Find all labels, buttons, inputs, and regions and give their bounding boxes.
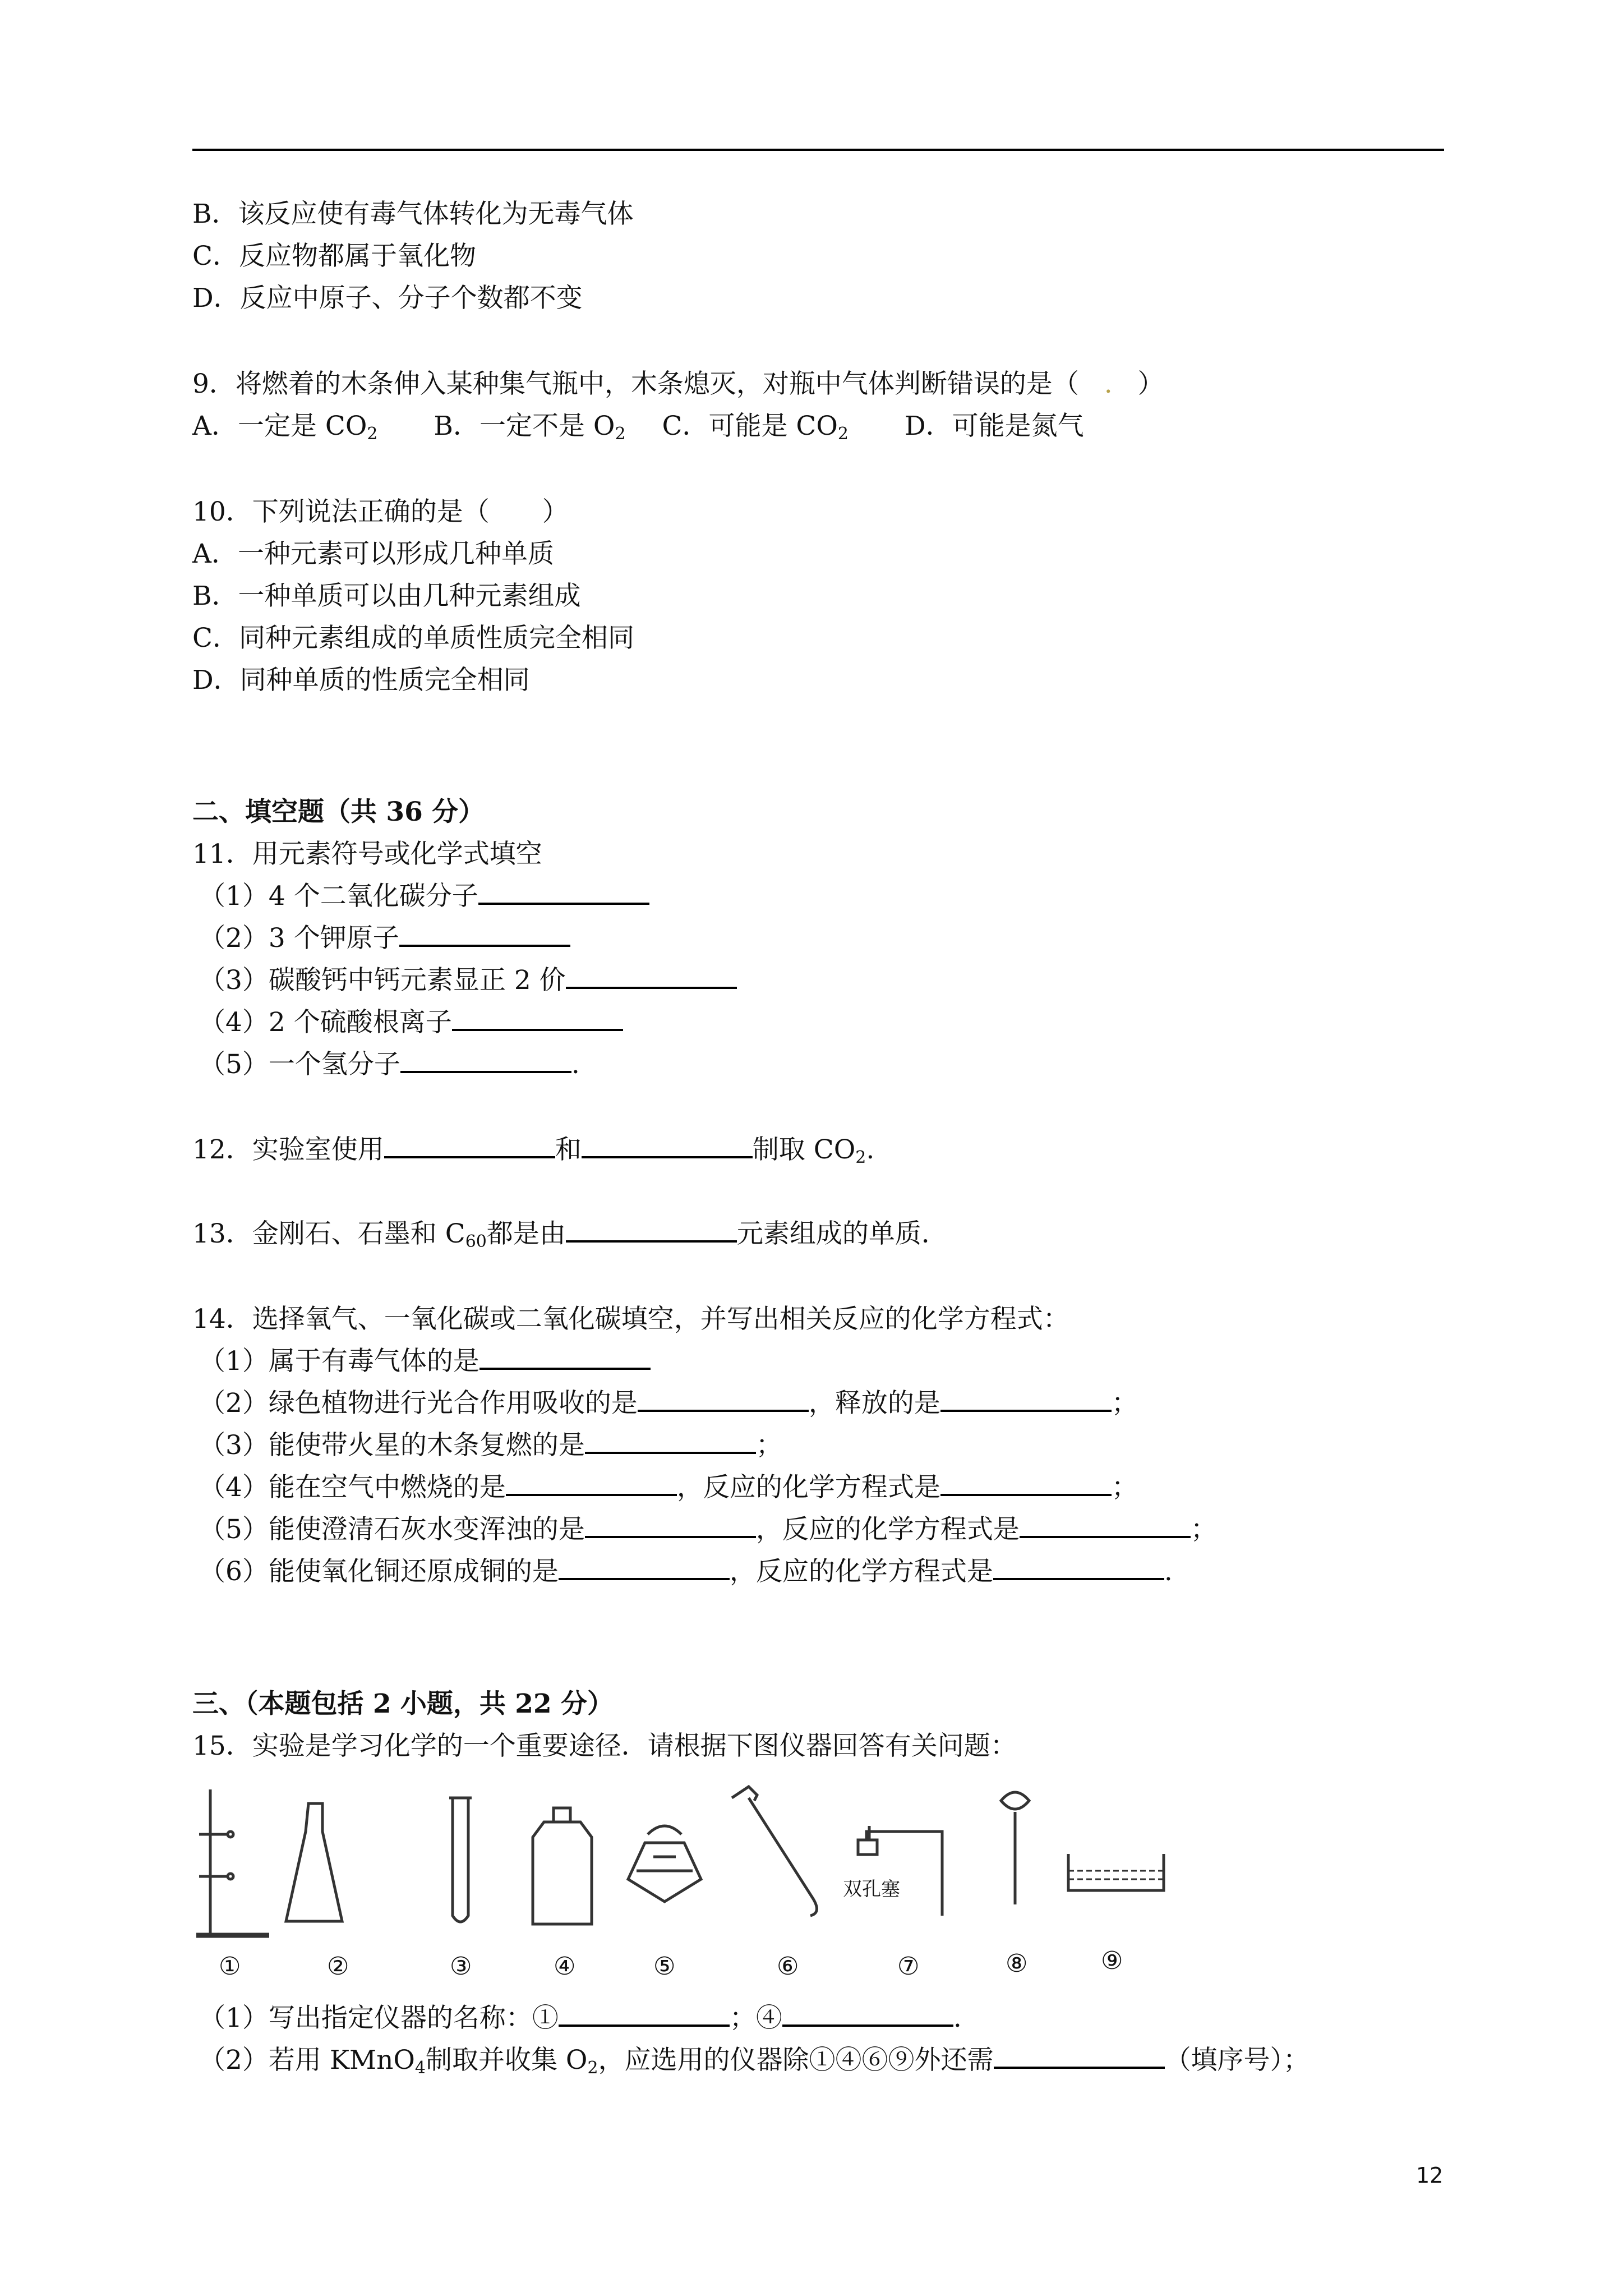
q11-item-4-text: （4）2 个硫酸根离子 <box>199 1007 452 1038</box>
q9-option-a <box>192 411 378 444</box>
q11-item-4 <box>199 1006 623 1039</box>
q10-option-d: D．同种单质的性质完全相同 <box>192 665 530 696</box>
q12-end: . <box>866 1134 875 1165</box>
q11-item-3-text: （3）碳酸钙中钙元素显正 2 价 <box>199 965 566 996</box>
q14-item-4-text: （4）能在空气中燃烧的是 <box>199 1472 506 1503</box>
q14-item-1 <box>199 1345 651 1378</box>
answer-blank[interactable] <box>585 1513 756 1538</box>
q9-option-b-text: B．一定不是 O <box>434 411 615 441</box>
apparatus-figure <box>193 1787 1158 1994</box>
label-6: ⑥ <box>777 1952 799 1981</box>
answer-blank[interactable] <box>384 1134 555 1158</box>
q14-item-3-text: （3）能使带火星的木条复燃的是 <box>199 1430 585 1461</box>
label-9: ⑨ <box>1101 1947 1123 1975</box>
q14-semicolon: ； <box>1111 1388 1138 1419</box>
q13-text-a: 13．金刚石、石墨和 C <box>192 1218 465 1249</box>
q11-item-3 <box>199 964 737 997</box>
q14-item-1-text: （1）属于有毒气体的是 <box>199 1346 479 1377</box>
gas-jar-icon <box>533 1808 592 1924</box>
q8-option-d: D．反应中原子、分子个数都不变 <box>192 283 583 314</box>
q12-sub: 2 <box>855 1148 866 1167</box>
q11-stem: 11．用元素符号或化学式填空 <box>192 839 542 869</box>
q12-text-b: 和 <box>555 1134 582 1165</box>
q9-option-c-text: C．可能是 CO <box>662 411 838 441</box>
q13-sub: 60 <box>465 1232 487 1251</box>
q15-item-2 <box>199 2044 1310 2077</box>
q15-item-2-text-d: （填序号）； <box>1164 2045 1310 2076</box>
q9-close: ） <box>1137 369 1164 399</box>
label-5: ⑤ <box>653 1952 676 1981</box>
q13-text-b: 都是由 <box>486 1218 566 1249</box>
q9-option-c <box>662 411 849 444</box>
q14-equation-text: ，反应的化学方程式是 <box>729 1556 993 1587</box>
q9-dot: . <box>1104 369 1113 399</box>
delivery-tube-icon <box>732 1787 817 1916</box>
answer-blank[interactable] <box>399 922 570 947</box>
q15-item-1-text-b: ；④ <box>729 2003 782 2033</box>
answer-blank[interactable] <box>782 2002 953 2027</box>
q14-semicolon: ； <box>755 1430 782 1461</box>
answer-blank[interactable] <box>993 1556 1164 1580</box>
q13-text-c: 元素组成的单质． <box>736 1218 948 1249</box>
test-tube-icon <box>449 1798 472 1922</box>
answer-blank[interactable] <box>400 1048 571 1073</box>
alcohol-lamp-icon <box>628 1826 701 1902</box>
q14-semicolon: ； <box>1190 1514 1217 1545</box>
q9-option-b <box>434 411 626 444</box>
q14-item-6-text: （6）能使氧化铜还原成铜的是 <box>199 1556 559 1587</box>
label-3: ③ <box>450 1952 472 1981</box>
q15-item-2-sub2: 2 <box>587 2058 598 2078</box>
q9-stem <box>192 367 1164 401</box>
answer-blank[interactable] <box>638 1387 809 1412</box>
answer-blank[interactable] <box>506 1471 677 1496</box>
q11-item-1-text: （1）4 个二氧化碳分子 <box>199 881 478 912</box>
long-neck-funnel-icon <box>1001 1792 1029 1904</box>
q14-item-4 <box>199 1471 1138 1504</box>
q15-stem: 15．实验是学习化学的一个重要途径．请根据下图仪器回答有关问题： <box>192 1731 1017 1761</box>
label-4: ④ <box>554 1952 576 1981</box>
q9-option-a-text: A．一定是 CO <box>192 411 367 441</box>
q12-text-a: 12．实验室使用 <box>192 1134 384 1165</box>
q11-item-5-end: . <box>571 1049 580 1080</box>
answer-blank[interactable] <box>559 1556 730 1580</box>
answer-blank[interactable] <box>566 1218 737 1243</box>
q11-item-5-text: （5）一个氢分子 <box>199 1049 400 1080</box>
q14-period: . <box>1164 1556 1173 1587</box>
q13-line <box>192 1217 948 1251</box>
q11-item-2-text: （2）3 个钾原子 <box>199 923 399 954</box>
answer-blank[interactable] <box>452 1006 623 1031</box>
q14-item-2-text-a: （2）绿色植物进行光合作用吸收的是 <box>199 1388 638 1419</box>
q14-equation-text: ，反应的化学方程式是 <box>676 1472 940 1503</box>
water-trough-icon <box>1068 1854 1164 1890</box>
page-number: 12 <box>1416 2163 1444 2188</box>
answer-blank[interactable] <box>940 1471 1112 1496</box>
answer-blank[interactable] <box>994 2044 1165 2069</box>
q15-item-1-end: . <box>953 2003 962 2033</box>
q14-item-5 <box>199 1513 1217 1547</box>
q9-option-c-sub: 2 <box>837 424 849 444</box>
answer-blank[interactable] <box>566 964 737 989</box>
q9-option-a-sub: 2 <box>367 424 378 444</box>
answer-blank[interactable] <box>479 1345 651 1370</box>
label-7: ⑦ <box>897 1952 920 1981</box>
q11-item-5 <box>199 1048 580 1082</box>
q15-item-2-text-c: ，应选用的仪器除①④⑥⑨外还需 <box>598 2045 994 2076</box>
conical-flask-icon <box>286 1803 342 1921</box>
q9-options <box>192 409 1084 443</box>
answer-blank[interactable] <box>1020 1513 1191 1538</box>
q10-stem: 10．下列说法正确的是（ ） <box>192 496 569 527</box>
q14-item-2-text-b: ，释放的是 <box>808 1388 940 1419</box>
label-2: ② <box>327 1952 349 1981</box>
q15-item-1-text-a: （1）写出指定仪器的名称：① <box>199 2003 559 2033</box>
q10-option-b: B．一种单质可以由几种元素组成 <box>192 581 581 611</box>
section-3-title: 三、（本题包括 2 小题，共 22 分） <box>192 1688 614 1719</box>
q12-text-c: 制取 CO <box>752 1134 856 1165</box>
section-2-title: 二、填空题（共 36 分） <box>192 797 485 827</box>
answer-blank[interactable] <box>559 2002 730 2027</box>
q14-item-3 <box>199 1429 782 1462</box>
q10-option-c: C．同种元素组成的单质性质完全相同 <box>192 623 634 654</box>
q15-item-1 <box>199 2001 962 2035</box>
iron-stand-icon <box>196 1789 269 1935</box>
q15-item-2-sub4: 4 <box>414 2058 426 2078</box>
q8-option-b: B．该反应使有毒气体转化为无毒气体 <box>192 199 634 229</box>
label-1: ① <box>219 1952 241 1981</box>
header-rule <box>192 149 1444 151</box>
q14-item-6 <box>199 1555 1173 1589</box>
q15-item-2-text-b: 制取并收集 O <box>425 2045 588 2076</box>
q14-item-2 <box>199 1387 1138 1420</box>
q12-line <box>192 1133 874 1167</box>
q14-semicolon: ； <box>1111 1472 1138 1503</box>
q9-stem-text: 9．将燃着的木条伸入某种集气瓶中，木条熄灭，对瓶中气体判断错误的是（ <box>192 369 1079 399</box>
q9-option-d: D．可能是氮气 <box>904 411 1084 441</box>
q14-item-5-text: （5）能使澄清石灰水变浑浊的是 <box>199 1514 585 1545</box>
answer-blank[interactable] <box>585 1429 756 1454</box>
q9-option-b-sub: 2 <box>615 424 626 444</box>
q14-equation-text: ，反应的化学方程式是 <box>755 1514 1020 1545</box>
q15-item-2-text-a: （2）若用 KMnO <box>199 2045 415 2076</box>
label-8: ⑧ <box>1006 1949 1028 1978</box>
q11-item-1 <box>199 880 649 913</box>
q8-option-c: C．反应物都属于氧化物 <box>192 241 476 272</box>
q14-stem: 14．选择氧气、一氧化碳或二氧化碳填空，并写出相关反应的化学方程式： <box>192 1304 1069 1335</box>
answer-blank[interactable] <box>940 1387 1112 1412</box>
two-hole-stopper-icon <box>858 1826 942 1916</box>
answer-blank[interactable] <box>582 1134 753 1158</box>
q11-item-2 <box>199 922 570 955</box>
answer-blank[interactable] <box>478 880 649 905</box>
stopper-label: 双孔塞 <box>843 1878 900 1901</box>
q10-option-a: A．一种元素可以形成几种单质 <box>192 539 554 569</box>
